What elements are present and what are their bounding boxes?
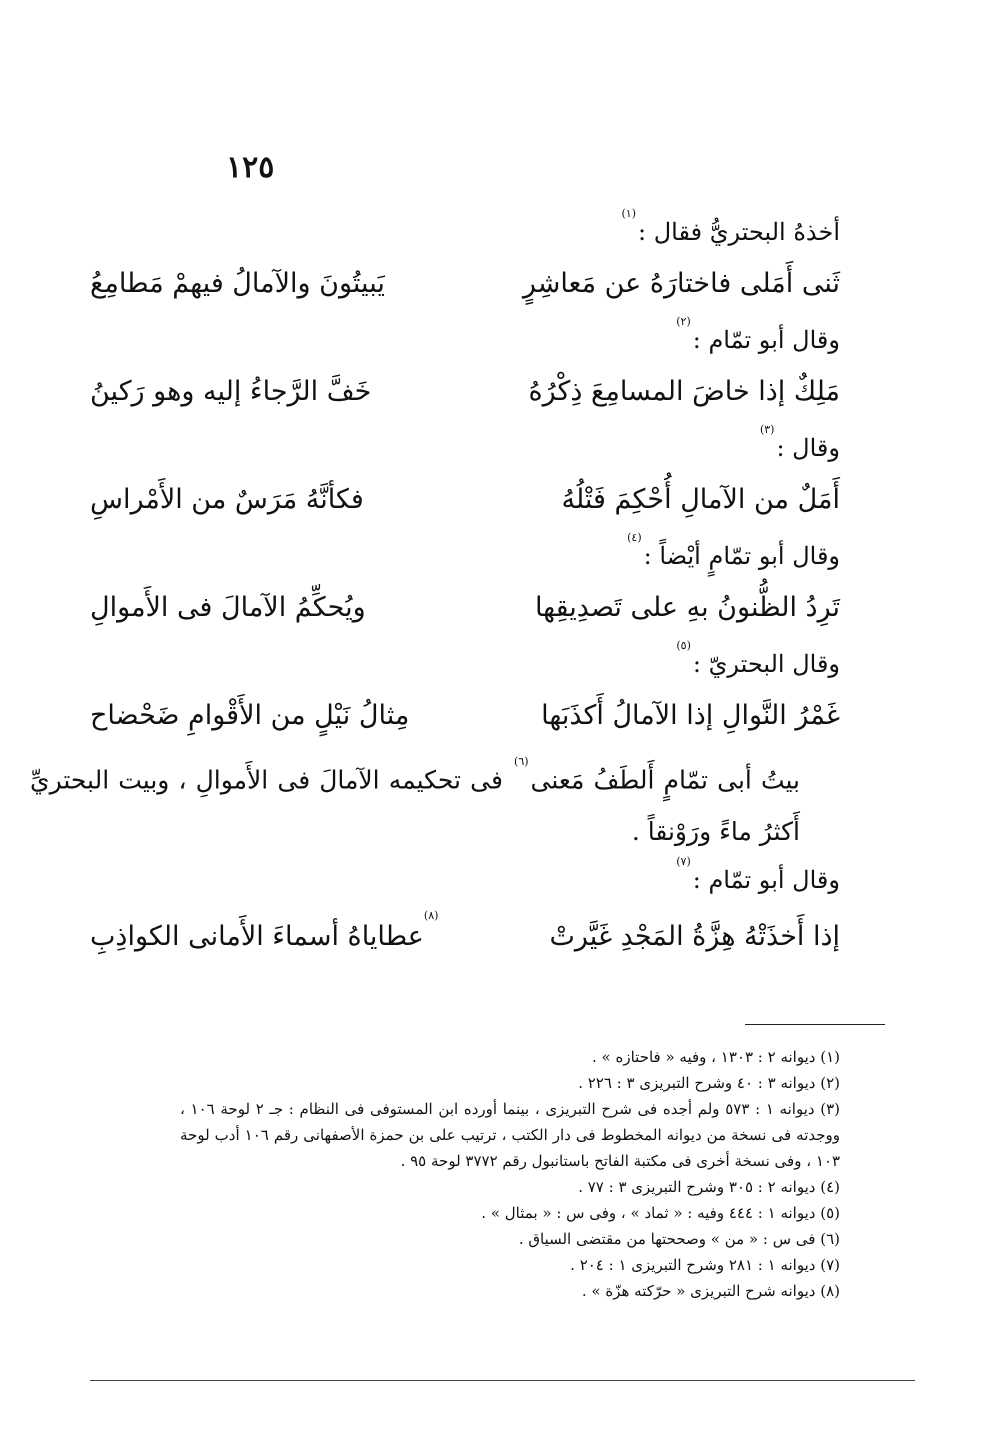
footnote-marker: (٦) [514,755,529,768]
footnote-marker: (٥) [676,639,691,652]
verse-second-text: عطاياهُ أسماءَ الأَمانى الكواذِبِ [90,921,424,953]
footnote-item: (٢) ديوانه ٣ : ٤٠ وشرح التبريزى ٣ : ٢٢٦ . [578,1074,840,1092]
prose-text-before: بيتُ أبى تمّامٍ أَلطَفُ مَعنى [530,765,801,795]
verse-line [90,370,840,414]
intro-text: وقال أبو تمّامٍ أيْضاً : [643,542,840,570]
main-text [30,207,840,971]
verse-first-hemistich: مَلِكٌ إذا خاضَ المسامِعَ ذِكْرُهُ [528,376,840,407]
verse-first-hemistich: ثَنى أَمَلى فاختارَهُ عن مَعاشِرٍ [522,268,840,299]
entry-intro [90,639,840,682]
footnote-marker: (٣) [759,423,775,436]
intro-text: وقال أبو تمّام : [692,866,840,895]
footnote-marker: (٨) [423,909,439,923]
verse-line [90,478,840,522]
footnote-item: (٥) ديوانه ١ : ٤٤٤ وفيه : « ثماد » ، وفى س : « بمثال » . [481,1204,840,1222]
footnote-item: (٤) ديوانه ٢ : ٣٠٥ وشرح التبريزى ٣ : ٧٧ . [578,1178,840,1196]
prose-text-after: فى تحكيمه الآمالَ فى الأَموالِ ، وبيت البحتريِّ أَكثرُ ماءً ورَوْنقاً . [30,765,800,847]
intro-text: أخذهُ البحتريُّ فقال : [638,218,840,246]
verse-line [90,262,840,306]
verse-first-hemistich: تَرِدُ الظُّنونُ بهِ على تَصدِيقِها [534,592,840,623]
footnote-separator [745,1024,885,1025]
verse-first-hemistich: أَمَلٌ من الآمالِ أُحْكِمَ فَتْلُهُ [561,484,840,515]
footnote-item: (٨) ديوانه شرح التبريزى « حرّكته هزّة » . [581,1282,840,1300]
verse-second-hemistich: ويُحكِّمُ الآمالَ فى الأَموالِ [90,592,366,623]
intro-text: وقال أبو تمّام : [692,326,840,354]
verse-second-hemistich: خَفَّ الرَّجاءُ إليه وهو رَكينُ [90,376,372,407]
entry-intro [90,315,840,358]
entry-intro [90,531,840,574]
footnote-item: (٧) ديوانه ١ : ٢٨١ وشرح التبريزى ١ : ٢٠٤ . [570,1256,840,1274]
entry-intro [90,423,840,466]
footnote-marker: (٧) [676,855,691,869]
intro-text: وقال البحتريّ : [692,650,840,678]
verse-line [90,694,840,738]
footnote-item: (٦) فى س : « من » وصححتها من مقتضى السياق . [518,1230,840,1248]
footnote-item: (١) ديوانه ٢ : ١٣٠٣ ، وفيه « فاحتازه » . [592,1048,840,1066]
verse-second-hemistich: مِثالُ نَيْلٍ من الأَقْوامِ ضَحْضاح [90,700,410,731]
verse-first-hemistich: غَمْرُ النَّوالِ إذا الآمالُ أَكذَبَها [541,700,840,731]
footnotes [180,1044,840,1304]
verse-second-hemistich [90,910,438,959]
verse-line [90,586,840,630]
verse-second-hemistich: فكأنَّهُ مَرَسٌ من الأَمْراسِ [90,484,364,515]
page-bottom-rule [90,1380,915,1381]
verse-line [90,910,840,959]
verse-second-hemistich: يَبيتُونَ والآمالُ فيهمْ مَطامِعُ [90,268,385,299]
page-number: ١٢٥ [226,150,275,185]
prose-paragraph [30,750,800,858]
intro-text: وقال : [776,434,840,462]
footnote-marker: (٤) [627,531,642,544]
footnote-marker: (١) [621,207,636,220]
entry-intro [90,207,840,250]
footnote-marker: (٢) [676,315,691,328]
verse-first-hemistich: إذا أَخذَتْهُ هِزَّةُ المَجْدِ غَيَّرتْ [549,921,840,953]
entry-intro [90,855,840,898]
footnote-item: (٣) ديوانه ١ : ٥٧٣ ولم أجده فى شرح التبريزى ، بينما أورده ابن المستوفى فى النظام : جـ ٢ لوحة ١٠٦ ، ووجدته فى نسخة من ديوانه المخطوط فى دار الكتب ، ترتيب على بن حمزة الأصفهانى رقم ١٠٦ أدب لوحة ١٠٣ ، وفى نسخة أخرى فى مكتبة الفاتح باستانبول رقم ٣٧٧٢ لوحة ٩٥ . [180,1100,841,1170]
